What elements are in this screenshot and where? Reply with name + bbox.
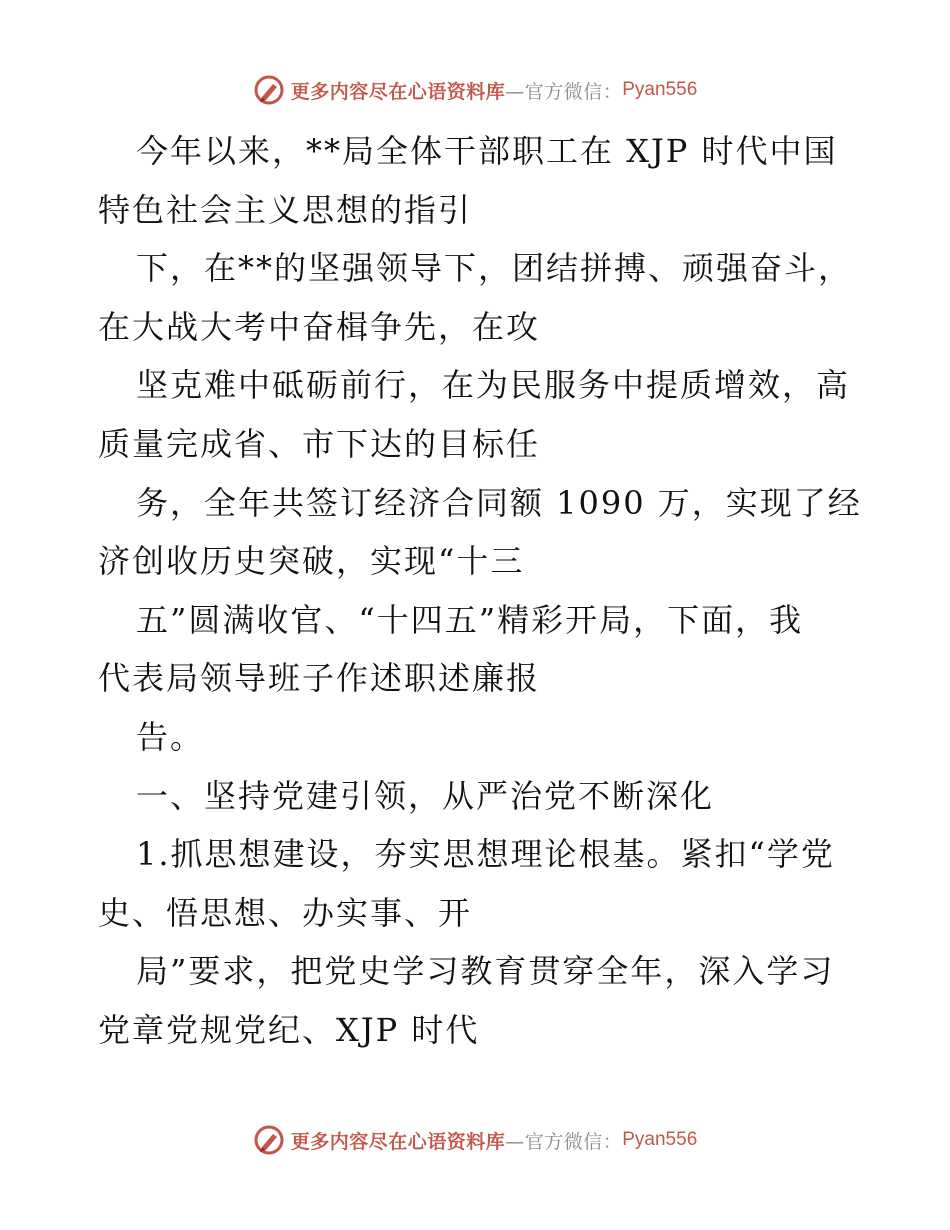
text-line: 局”要求，把党史学习教育贯穿全年，深入学习 bbox=[136, 952, 835, 991]
banner-title: 更多内容尽在心语资料库 bbox=[290, 80, 506, 103]
text-line: 务，全年共签订经济合同额 1090 万，实现了经 bbox=[136, 483, 862, 522]
text-line: 今年以来，**局全体干部职工在 XJP 时代中国 bbox=[136, 132, 838, 170]
banner-wechat-id: Pyan556 bbox=[622, 1129, 698, 1150]
text-line: 史、悟思想、办实事、开 bbox=[98, 893, 473, 932]
banner-wechat-id: Pyan556 bbox=[622, 79, 698, 100]
footer-watermark-banner bbox=[0, 1122, 950, 1158]
pen-logo-icon bbox=[253, 74, 285, 106]
text-line: 党章党规党纪、XJP 时代 bbox=[98, 1010, 480, 1049]
text-line: 在大战大考中奋楫争先，在攻 bbox=[98, 307, 541, 346]
text-line: 一、坚持党建引领，从严治党不断深化 bbox=[136, 776, 715, 815]
text-line: 代表局领导班子作述职述廉报 bbox=[98, 659, 541, 698]
text-line: 五”圆满收官、“十四五”精彩开局，下面，我 bbox=[136, 600, 804, 639]
text-line: 告。 bbox=[136, 717, 205, 756]
text-line: 1.抓思想建设，夯实思想理论根基。紧扣“学党 bbox=[136, 835, 835, 874]
document-body bbox=[98, 122, 862, 1060]
text-line: 济创收历史突破，实现“十三 bbox=[98, 542, 525, 581]
text-line: 质量完成省、市下达的目标任 bbox=[98, 424, 541, 463]
text-line: 下，在**的坚强领导下，团结拼搏、顽强奋斗， bbox=[136, 249, 853, 288]
banner-title: 更多内容尽在心语资料库 bbox=[290, 1130, 506, 1153]
pen-logo-icon bbox=[253, 1124, 285, 1156]
text-line: 特色社会主义思想的指引 bbox=[98, 190, 473, 229]
banner-separator: —官方微信： bbox=[505, 80, 623, 103]
header-watermark-banner bbox=[0, 72, 950, 108]
text-line: 坚克难中砥砺前行，在为民服务中提质增效，高 bbox=[136, 366, 851, 405]
banner-separator: —官方微信： bbox=[505, 1130, 623, 1153]
